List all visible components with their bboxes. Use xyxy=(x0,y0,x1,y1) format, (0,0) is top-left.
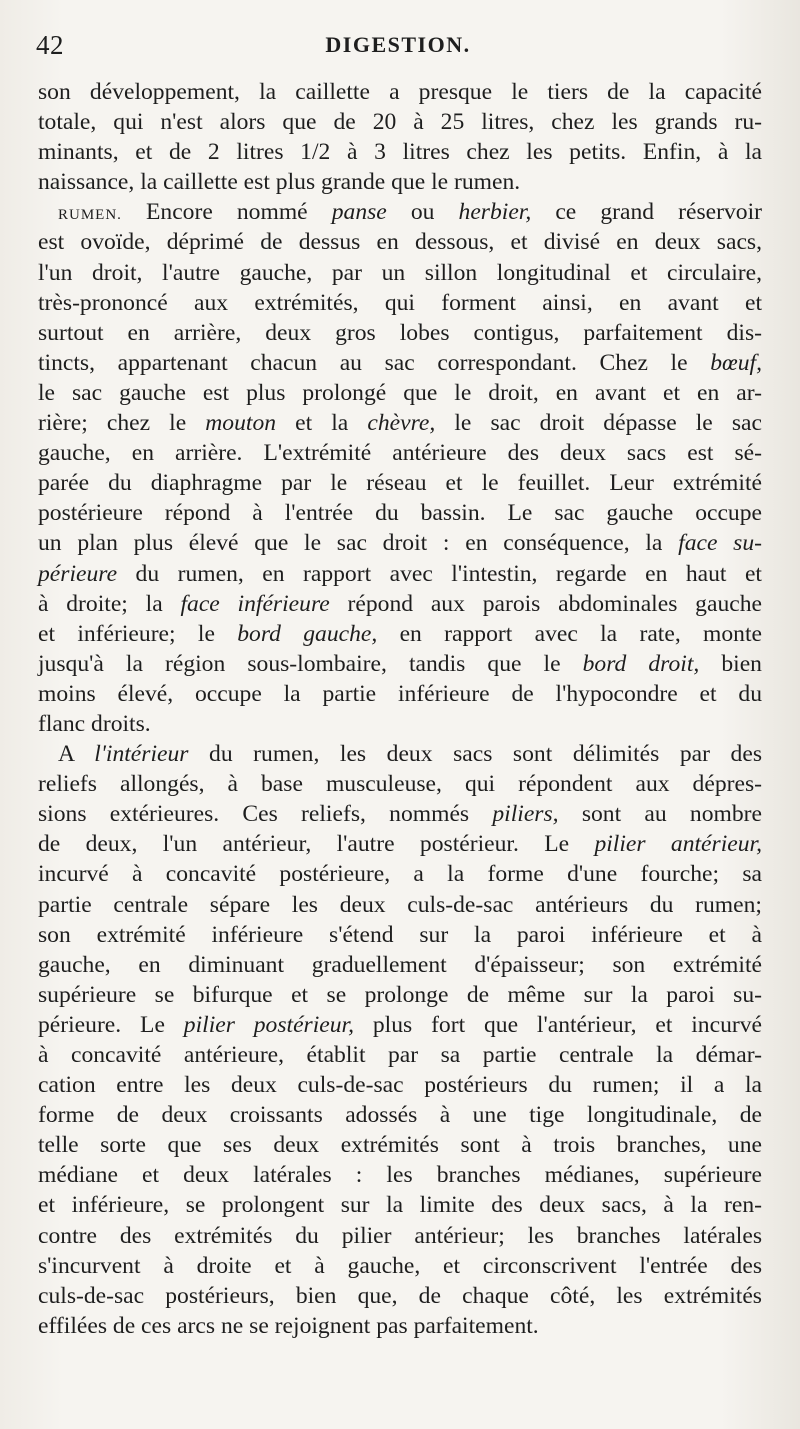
text-run: et la xyxy=(276,410,368,437)
text-run: supérieure se bifurque et se prolonge de même sur la paroi su- xyxy=(38,981,762,1008)
text-line xyxy=(38,619,762,649)
text-line xyxy=(38,438,762,468)
italic-term: l'intérieur xyxy=(94,741,189,768)
text-run: périeure. Le xyxy=(38,1011,184,1038)
text-line xyxy=(38,107,762,137)
text-line xyxy=(38,167,762,197)
text-line xyxy=(38,348,762,378)
text-run: ce grand réservoir xyxy=(531,199,762,226)
text-run: jusqu'à la région sous-lombaire, tandis que le xyxy=(38,650,583,677)
page-number: 42 xyxy=(36,30,64,60)
text-line xyxy=(38,739,762,769)
italic-term: panse xyxy=(331,199,387,226)
text-run: parée du diaphragme par le réseau et le feuillet. Leur extrémité xyxy=(38,470,762,497)
text-run: médiane et deux latérales : les branches médianes, supérieure xyxy=(38,1162,762,1189)
text-run: flanc droits. xyxy=(38,710,151,737)
text-run: telle sorte que ses deux extrémités sont à trois branches, une xyxy=(38,1132,762,1159)
text-run: rière; chez le xyxy=(38,410,206,437)
text-run: et inférieure; le xyxy=(38,620,238,647)
text-line xyxy=(38,77,762,107)
italic-term: bord gauche, xyxy=(237,620,378,647)
text-run: cation entre les deux culs-de-sac postérieurs du rumen; il a la xyxy=(38,1072,762,1099)
text-line xyxy=(38,1010,762,1040)
text-line xyxy=(38,258,762,288)
page-header xyxy=(36,30,760,64)
text-line xyxy=(38,378,762,408)
text-run: à droite; la xyxy=(38,590,181,617)
text-line xyxy=(38,1160,762,1190)
text-run: tincts, appartenant chacun au sac correspondant. Chez le xyxy=(38,349,711,376)
text-line xyxy=(38,137,762,167)
text-run: A xyxy=(58,741,95,768)
text-line xyxy=(38,468,762,498)
text-line xyxy=(38,318,762,348)
text-line xyxy=(38,920,762,950)
italic-term: bœuf, xyxy=(710,349,762,376)
text-run: culs-de-sac postérieurs, bien que, de chaque côté, les extrémités xyxy=(38,1282,762,1309)
italic-term: mouton xyxy=(205,410,277,437)
text-line xyxy=(38,980,762,1010)
text-run: s'incurvent à droite et à gauche, et circonscrivent l'entrée des xyxy=(38,1252,762,1279)
italic-term: herbier, xyxy=(458,199,532,226)
text-line xyxy=(38,288,762,318)
text-line xyxy=(38,709,762,739)
text-run: le sac gauche est plus prolongé que le droit, en avant et en ar- xyxy=(38,379,762,406)
text-run: du rumen, les deux sacs sont délimités par des xyxy=(188,741,762,768)
text-run: son développement, la caillette a presque le tiers de la capacité xyxy=(38,79,762,105)
text-run: partie centrale sépare les deux culs-de-sac antérieurs du rumen; xyxy=(38,891,762,918)
text-run: surtout en arrière, deux gros lobes contigus, parfaitement dis- xyxy=(38,319,762,346)
text-run: postérieure répond à l'entrée du bassin. Le sac gauche occupe xyxy=(38,500,762,527)
italic-term: chèvre, xyxy=(367,410,436,437)
text-line xyxy=(38,1251,762,1281)
text-line xyxy=(38,1130,762,1160)
text-line xyxy=(38,197,762,227)
text-line xyxy=(38,1281,762,1311)
text-run: Encore nommé xyxy=(121,199,332,226)
text-run: totale, qui n'est alors que de 20 à 25 litres, chez les grands ru- xyxy=(38,109,762,136)
text-run: son extrémité inférieure s'étend sur la paroi inférieure et à xyxy=(38,921,762,948)
text-line xyxy=(38,559,762,589)
section-heading: RUMEN. xyxy=(58,207,122,224)
text-run: très-prononcé aux extrémités, qui forment ainsi, en avant et xyxy=(38,289,762,316)
text-run: effilées de ces arcs ne se rejoignent pas parfaitement. xyxy=(38,1312,539,1339)
italic-term: piliers, xyxy=(492,801,559,828)
text-line xyxy=(38,1100,762,1130)
text-run: un plan plus élevé que le sac droit : en conséquence, la xyxy=(38,530,679,557)
text-line xyxy=(38,769,762,799)
paragraph xyxy=(38,197,762,739)
text-run: sont au nombre xyxy=(558,801,762,828)
text-run: contre des extrémités du pilier antérieur; les branches latérales xyxy=(38,1222,762,1249)
italic-term: pilier postérieur, xyxy=(183,1011,355,1038)
text-run: incurvé à concavité postérieure, a la forme d'une fourche; sa xyxy=(38,861,762,888)
text-line xyxy=(38,859,762,889)
text-run: de deux, l'un antérieur, l'autre postérieur. Le xyxy=(38,831,595,858)
text-run: sions extérieures. Ces reliefs, nommés xyxy=(38,801,493,828)
italic-term: périeure xyxy=(38,560,118,587)
italic-term: face inférieure xyxy=(180,590,330,617)
text-run: minants, et de 2 litres 1/2 à 3 litres chez les petits. Enfin, à la xyxy=(38,139,762,166)
text-run: l'un droit, l'autre gauche, par un sillon longitudinal et circulaire, xyxy=(38,259,762,286)
text-line xyxy=(38,890,762,920)
paragraph xyxy=(38,739,762,1341)
text-line xyxy=(38,1190,762,1220)
text-line xyxy=(38,679,762,709)
text-line xyxy=(38,1070,762,1100)
text-run: gauche, en diminuant graduellement d'épaisseur; son extrémité xyxy=(38,951,762,978)
text-run: du rumen, en rapport avec l'intestin, regarde en haut et xyxy=(117,560,762,587)
text-line xyxy=(38,227,762,257)
italic-term: pilier antérieur, xyxy=(594,831,762,858)
text-run: forme de deux croissants adossés à une tige longitudinale, de xyxy=(38,1102,762,1129)
text-run: bien xyxy=(699,650,762,677)
text-run: plus fort que l'antérieur, et incurvé xyxy=(354,1011,762,1038)
text-line xyxy=(38,799,762,829)
text-run: le sac droit dépasse le sac xyxy=(435,410,762,437)
text-run: répond aux parois abdominales gauche xyxy=(329,590,762,617)
italic-term: face su- xyxy=(678,530,763,557)
text-run: reliefs allongés, à base musculeuse, qui répondent aux dépres- xyxy=(38,771,762,798)
text-run: en rapport avec la rate, monte xyxy=(377,620,762,647)
paragraph xyxy=(38,77,762,197)
text-line xyxy=(38,408,762,438)
text-run: moins élevé, occupe la partie inférieure de l'hypocondre et du xyxy=(38,680,762,707)
text-run: et inférieure, se prolongent sur la limite des deux sacs, à la ren- xyxy=(38,1192,762,1219)
body-text xyxy=(38,77,762,1341)
text-line xyxy=(38,829,762,859)
text-run: à concavité antérieure, établit par sa partie centrale la démar- xyxy=(38,1042,762,1068)
running-head: DIGESTION. xyxy=(325,32,471,57)
text-line xyxy=(38,1311,762,1341)
text-line xyxy=(38,528,762,558)
text-run: gauche, en arrière. L'extrémité antérieure des deux sacs est sé- xyxy=(38,440,762,467)
text-run: est ovoïde, déprimé de dessus en dessous, et divisé en deux sacs, xyxy=(38,229,762,256)
text-line xyxy=(38,498,762,528)
text-line xyxy=(38,1221,762,1251)
text-line xyxy=(38,649,762,679)
text-line xyxy=(38,1040,762,1070)
text-run: ou xyxy=(386,199,459,226)
italic-term: bord droit, xyxy=(582,650,700,677)
text-line xyxy=(38,589,762,619)
text-run: naissance, la caillette est plus grande que le rumen. xyxy=(38,169,521,196)
text-line xyxy=(38,950,762,980)
